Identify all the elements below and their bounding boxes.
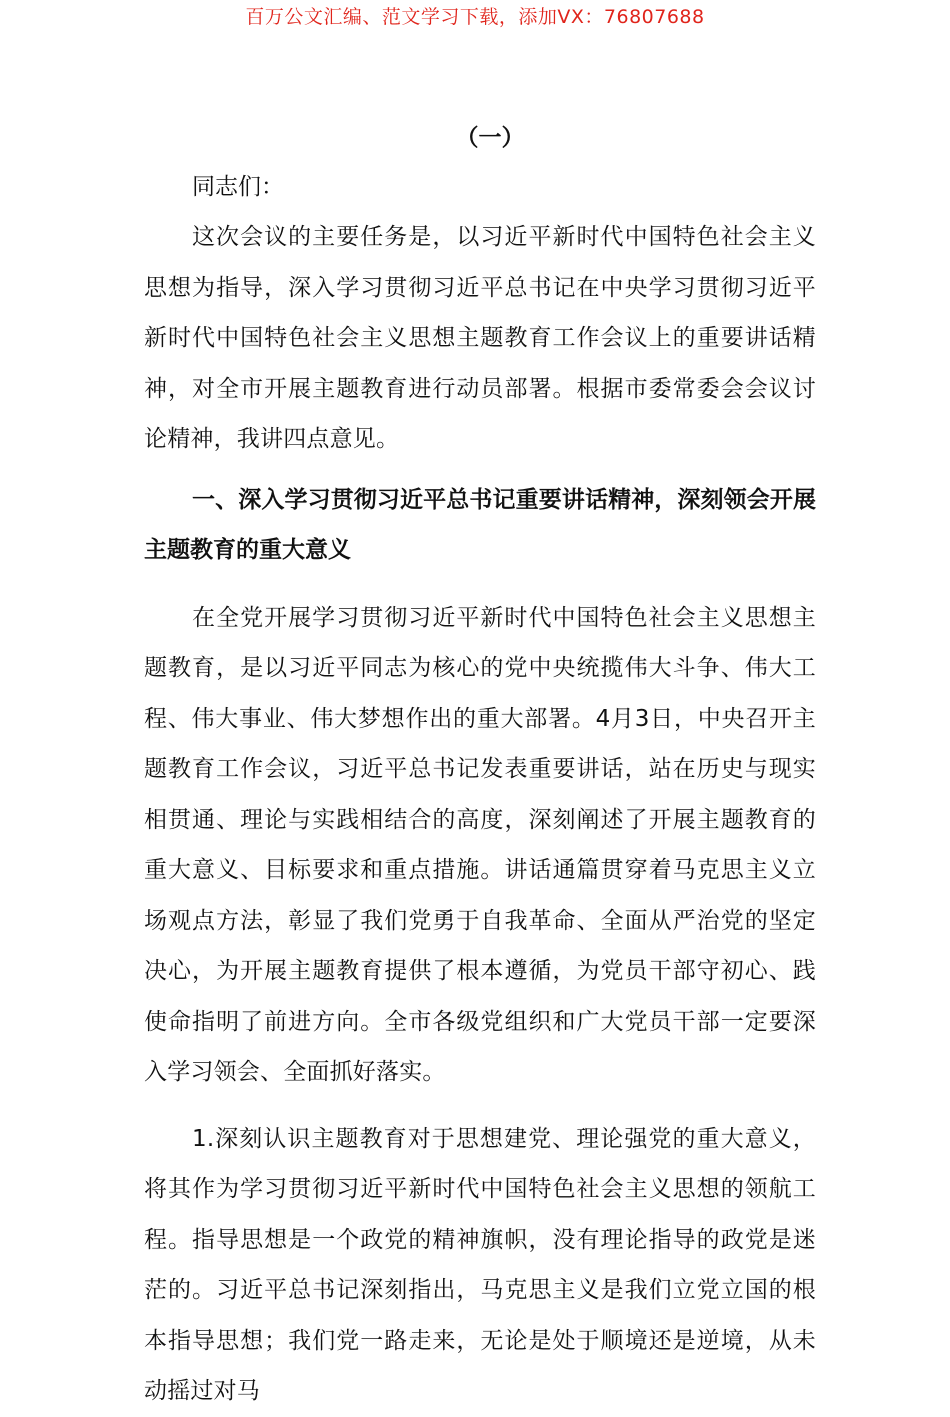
intro-paragraph: 这次会议的主要任务是，以习近平新时代中国特色社会主义思想为指导，深入学习贯彻习近平总书记在中央学习贯彻习近平新时代中国特色社会主义思想主题教育工作会议上的重要讲话精神，对全市开展主题教育进行动员部署。根据市委常委会会议讨论精神，我讲四点意见。	[144, 224, 816, 452]
paragraph-3: 1.深刻认识主题教育对于思想建党、理论强党的重大意义，将其作为学习贯彻习近平新时代中国特色社会主义思想的领航工程。指导思想是一个政党的精神旗帜，没有理论指导的政党是迷茫的。习近平总书记深刻指出，马克思主义是我们立党立国的根本指导思想；我们党一路走来，无论是处于顺境还是逆境，从未动摇过对马	[144, 1125, 816, 1404]
watermark-banner: 百万公文汇编、范文学习下载，添加VX：76807688	[245, 6, 705, 28]
document-page	[144, 120, 816, 1417]
greeting: 同志们：	[192, 174, 284, 200]
heading-1: 一、深入学习贯彻习近平总书记重要讲话精神，深刻领会开展主题教育的重大意义	[144, 486, 816, 563]
section-title: （一）	[455, 125, 525, 151]
paragraph-2: 在全党开展学习贯彻习近平新时代中国特色社会主义思想主题教育，是以习近平同志为核心的党中央统揽伟大斗争、伟大工程、伟大事业、伟大梦想作出的重大部署。4月3日，中央召开主题教育工作会议，习近平总书记发表重要讲话，站在历史与现实相贯通、理论与实践相结合的高度，深刻阐述了开展主题教育的重大意义、目标要求和重点措施。讲话通篇贯穿着马克思主义立场观点方法，彰显了我们党勇于自我革命、全面从严治党的坚定决心，为开展主题教育提供了根本遵循，为党员干部守初心、践使命指明了前进方向。全市各级党组织和广大党员干部一定要深入学习领会、全面抓好落实。	[144, 604, 816, 1085]
